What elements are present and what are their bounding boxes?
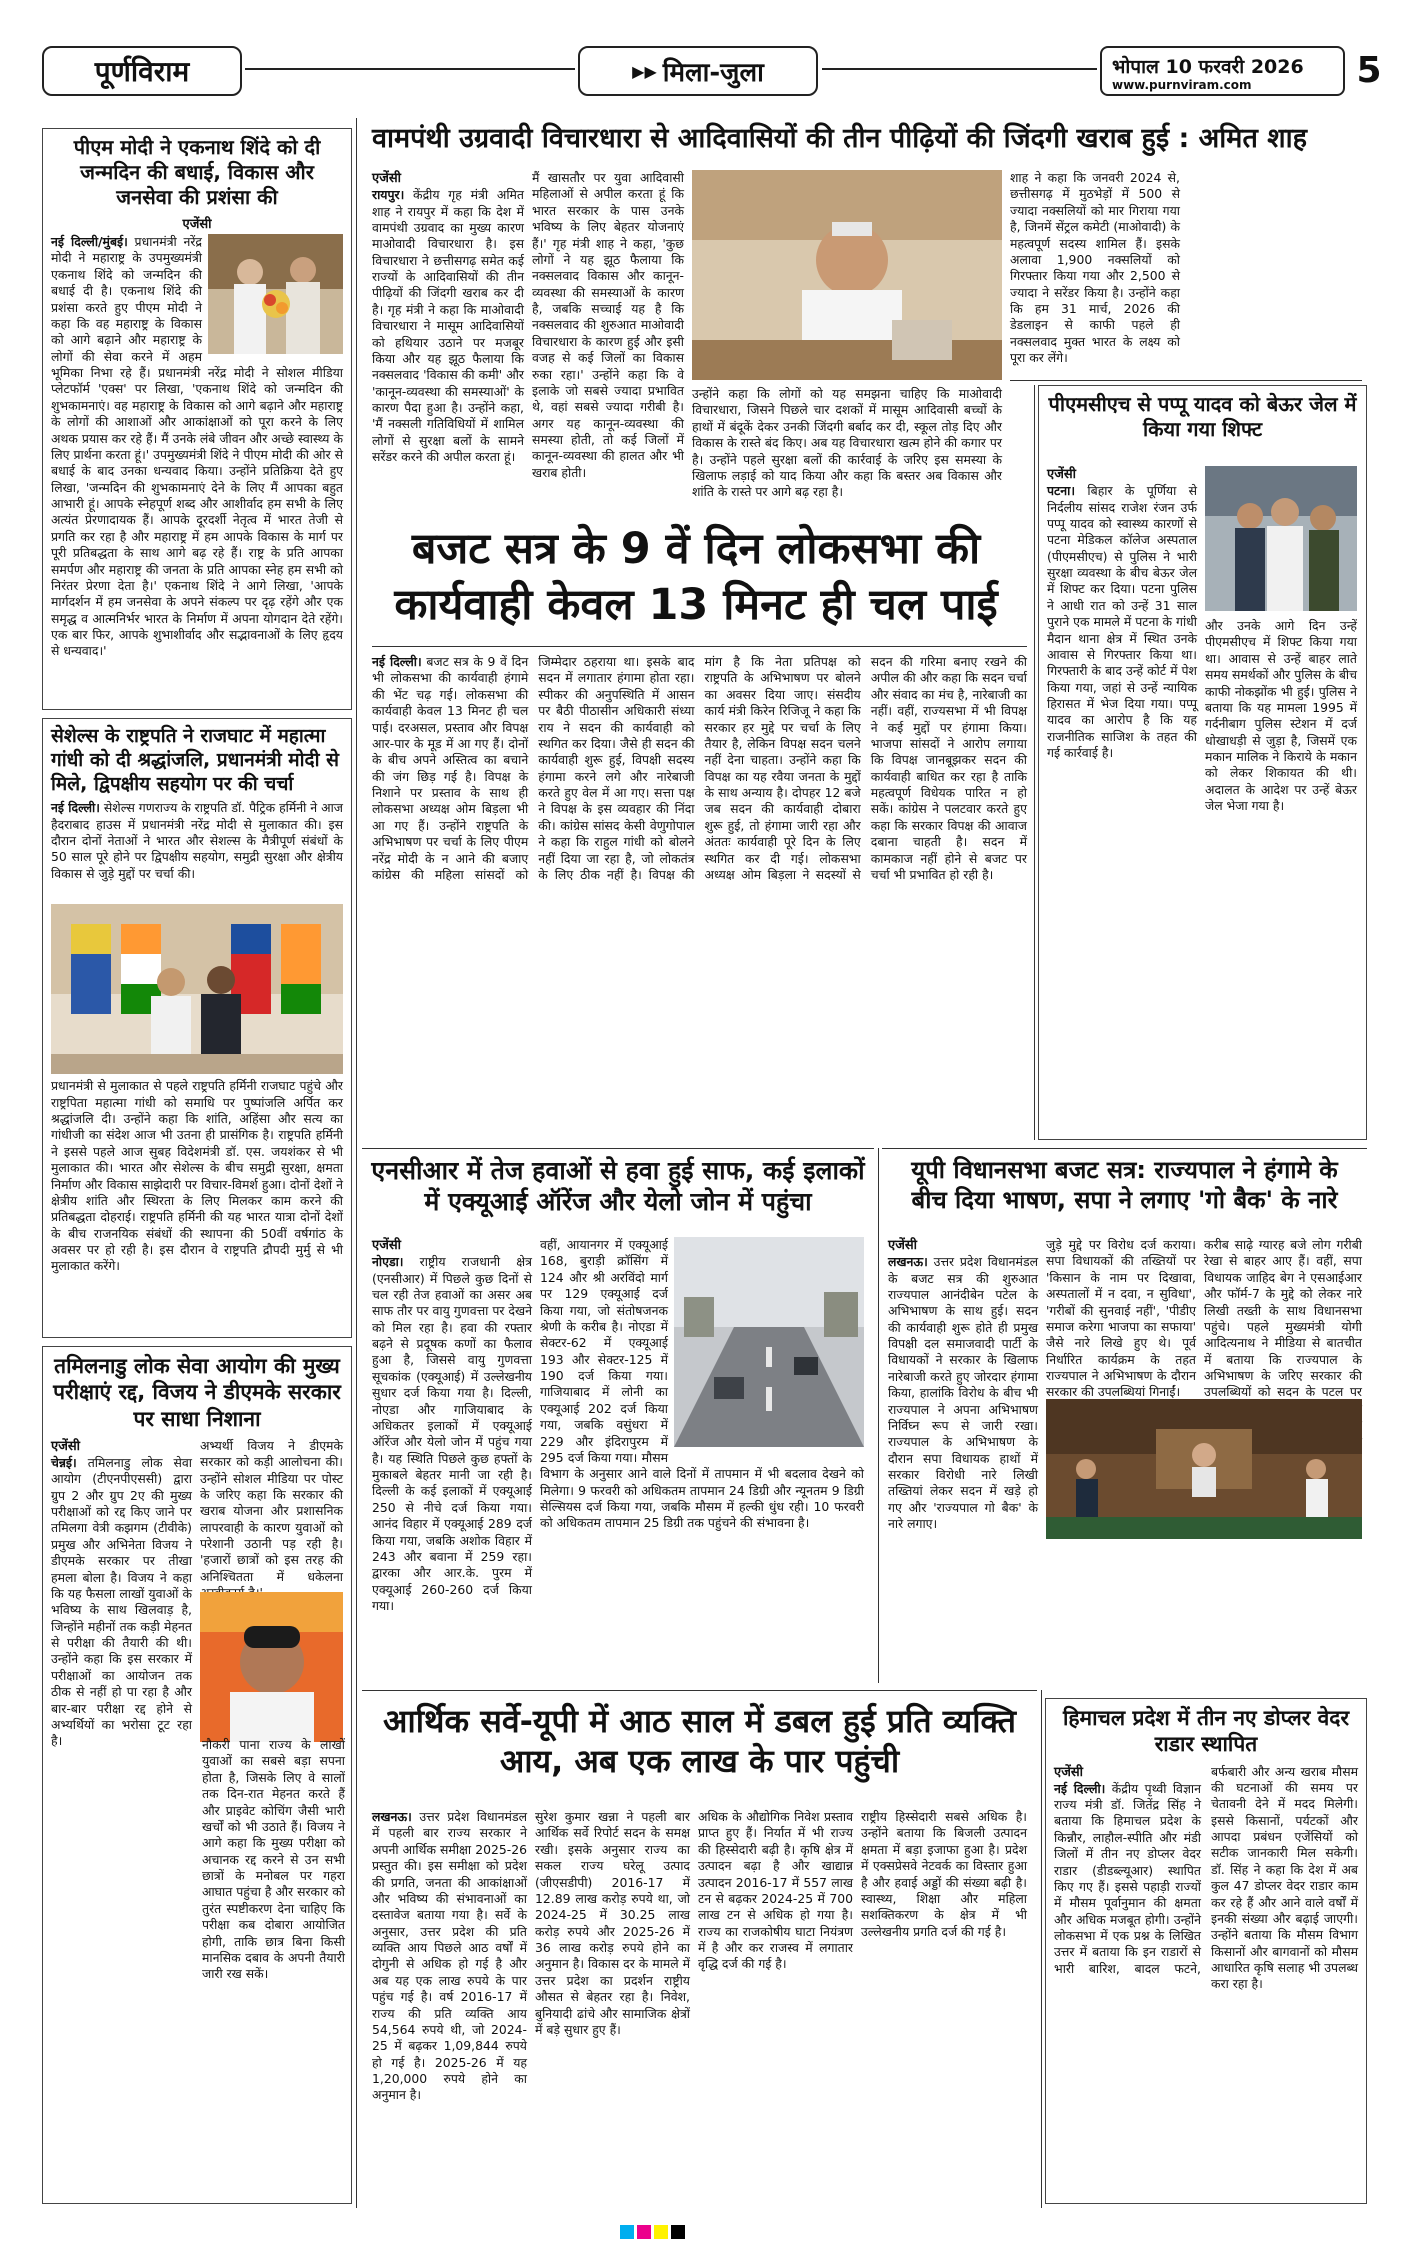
tamilnadu-body-1 xyxy=(51,1438,192,2098)
newspaper-name: पूर्णविराम xyxy=(94,55,190,88)
himachal-body xyxy=(1054,1764,1358,2164)
tamilnadu-body-text-2: अभ्यर्थी विजय ने डीएमके सरकार को कड़ी आलोचना की। उन्होंने सोशल मीडिया पर पोस्ट के जरिए कहा कि सरकार की खराब योजना और प्रशासनिक लापरवाही के कारण युवाओं को परेशानी उठानी पड़ रही है। 'हजारों छात्रों को इस तरह की अनिश्चितता में धकेलना xyxy=(200,1437,343,1584)
amit-shah-col-3 xyxy=(692,386,1002,506)
up-economy-headline: आर्थिक सर्वे-यूपी में आठ साल में डबल हुई प्रति व्यक्ति आय, अब एक लाख के पार पहुंची xyxy=(383,1702,1016,1780)
loksabha-dateline: नई दिल्ली। xyxy=(372,654,422,669)
amit-shah-col-4 xyxy=(1010,170,1180,385)
ncr-air-agency: एजेंसी xyxy=(372,1238,401,1253)
up-assembly-photo xyxy=(1046,1399,1362,1539)
loksabha-body xyxy=(372,654,1027,1136)
up-assembly-body-3: करीब साढ़े ग्यारह बजे लोग गरीबी रेखा से बाहर आए हैं। वहीं, सपा विधायक जाहिद बेग ने एसआईआर और फॉर्म-7 के मुद्दे को लेकर नारे लिखी तख्ती के साथ विधानसभा पहुंचे। पहले मुख्यमंत्री योगी आदित्यनाथ ने मीडिया से बातचीत में बताया कि राज्यपाल के अभिभाषण के जरिए सरकार की उपलब्धियों को सदन के पटल पर xyxy=(1204,1237,1362,1400)
shinde-headline: पीएम मोदी ने एकनाथ शिंदे को दी जन्मदिन की बधाई, विकास और जनसेवा की प्रशंसा की xyxy=(73,135,321,209)
loksabha-headline: बजट सत्र के 9 वें दिन लोकसभा की कार्यवाही केवल 13 मिनट ही चल पाई xyxy=(394,524,998,630)
up-assembly-body-1: उत्तर प्रदेश विधानमंडल के बजट सत्र की शुरुआत राज्यपाल आनंदीबेन पटेल के अभिभाषण के साथ हुई। सदन की कार्यवाही शुरू होते ही प्रमुख विपक्षी दल समाजवादी पार्टी के विधायकों ने सरकार के खिलाफ नारेबाजी करते हुए जोरदार हंगामा किया, हालांकि विरोध के बीच भी राज्यपाल ने अपना अभिभाषण निर्विघ्न रूप से जारी रखा। राज्यपाल के अभिभाषण के दौरान सपा विधायक हाथों में सरकार विरोधी नारे लिखी तख्तियां लेकर सदन में खड़े हो गए और 'राज्यपाल गो बैक' के नारे लगाए। xyxy=(888,1254,1038,1532)
himachal-dateline: नई दिल्ली। xyxy=(1054,1780,1106,1796)
tamilnadu-body-3 xyxy=(202,1737,345,2197)
loksabha-body-text: बजट सत्र के 9 वें दिन भी लोकसभा की कार्यवाही हंगामे की भेंट चढ़ गई। लोकसभा की कार्यवाही केवल 13 मिनट ही चल पाई। दरअसल, प्रस्ताव और विपक्ष आर-पार के मूड में आ गए हैं। दोनों के बीच अपने अस्तित्व का बचाने की जंग छिड़ गई है। विपक्ष के निशाने पर प्रस्ताव के साथ ही लोकसभा अध्यक्ष ओम बिड़ला भी आ गए हैं। उन्होंने राष्ट्रपति के अभिभाषण पर चर्चा के लिए पीएम नरेंद्र मोदी के न आने की बजाए कांग्रेस की महिला सांसदों को जिम्मेदार ठहराया था। इसके बाद सदन में लगातार हंगामा होता रहा। स्पीकर की अनुपस्थिति में आसन पर बैठी पीठासीन अधिकारी संध्या राय ने सदन की कार्यवाही को स्थगित कर दिया। जैसे ही सदन की कार्यवाही शुरू हुई, विपक्षी सदस्य हंगामा करने लगे और नारेबाजी करते हुए वेल में आ गए। सत्ता पक्ष ने विपक्ष के इस व्यवहार की निंदा की। कांग्रेस सांसद केसी वेणुगोपाल ने कहा कि राहुल गांधी को बोलने नहीं दिया जा रहा है, जो लोकतंत्र के लिए ठीक नहीं है। विपक्ष की मांग है कि नेता प्रतिपक्ष को राष्ट्रपति के अभिभाषण पर बोलने का अवसर दिया जाए। संसदीय कार्य मंत्री किरेन रिजिजू ने कहा कि सरकार हर मुद्दे पर चर्चा के लिए तैयार है, लेकिन विपक्ष सदन चलने नहीं देना चाहता। उन्होंने कहा कि विपक्ष का यह रवैया जनता के मुद्दों के साथ अन्याय है। दोपहर 12 बजे जब सदन की कार्यवाही दोबारा शुरू हुई, तो हंगामा जारी रहा और अंततः कार्यवाही पूरे दिन के लिए स्थगित कर दी गई। लोकसभा अध्यक्ष ओम बिड़ला ने सदस्यों से सदन की गरिमा बनाए रखने की अपील की और कहा कि सदन चर्चा और संवाद का मंच है, नारेबाजी का नहीं। वहीं, राज्यसभा में भी विपक्ष ने कई मुद्दों पर हंगामा किया। भाजपा सांसदों ने आरोप लगाया कि विपक्ष जानबूझकर सदन की कार्यवाही बाधित कर रहा है ताकि महत्वपूर्ण विधेयक पारित न हो सकें। कांग्रेस ने पलटवार करते हुए कहा कि सरकार विपक्ष की आवाज दबाना चाहती है। सदन में कामकाज नहीं होने से बजट पर चर्चा भी प्रभावित हो रही है। xyxy=(372,654,1027,882)
tamilnadu-headline: तमिलनाडु लोक सेवा आयोग की मुख्य परीक्षाएं रद्द, विजय ने डीएमके सरकार पर साधा निशाना xyxy=(53,1354,341,1431)
left-masthead-title xyxy=(42,46,242,96)
up-economy-col-4 xyxy=(861,1809,1027,2219)
vijay-photo xyxy=(200,1592,343,1742)
himachal-agency: एजेंसी xyxy=(1054,1764,1083,1780)
pappu-agency: एजेंसी xyxy=(1047,467,1076,482)
up-assembly-body-2: जुड़े मुद्दे पर विरोध दर्ज कराया। सपा विधायकों की तख्तियों पर 'किसान के नाम पर दिखावा, अस्पतालों में न दवा, न सुविधा', 'गरीबों की सुनवाई नहीं', 'पीडीए समाज करेगा भाजपा का सफाया' जैसे नारे लिखे हुए थे। पूर्व निर्धारित कार्यक्रम के तहत राज्यपाल ने अभिभाषण के दौरान सरकार की उपलब्धियां गिनाईं। xyxy=(1046,1237,1196,1400)
shinde-dateline: नई दिल्ली/मुंबई। xyxy=(51,234,128,249)
up-economy-col-3 xyxy=(698,1809,853,2219)
ncr-air-headline: एनसीआर में तेज हवाओं से हवा हुई साफ, कई इलाकों में एक्यूआई ऑरेंज और येलो जोन में पहुंचा xyxy=(371,1156,865,1217)
ncr-road-photo xyxy=(674,1237,864,1447)
ncr-air-col-1 xyxy=(372,1237,532,1677)
ncr-air-body-1: राष्ट्रीय राजधानी क्षेत्र (एनसीआर) में पिछले कुछ दिनों से चल रही तेज हवाओं का असर अब साफ तौर पर वायु गुणवत्ता पर देखने को मिल रहा है। हवा की रफ्तार बढ़ने से प्रदूषक कणों का फैलाव हुआ है, जिससे वायु गुणवत्ता सूचकांक (एक्यूआई) में उल्लेखनीय सुधार दर्ज किया गया है। दिल्ली, नोएडा और गाजियाबाद के अधिकतर इलाकों में एक्यूआई ऑरेंज और येलो जोन में पहुंच गया है। यह स्थिति पिछले कुछ हफ्तों के मुकाबले बेहतर मानी जा रही है। दिल्ली के कई इलाकों में एक्यूआई 250 से नीचे दर्ज किया गया। आनंद विहार में एक्यूआई 289 दर्ज किया गया, जबकि अशोक विहार में 243 और बवाना में 259 रहा। द्वारका और आर.के. पुरम में एक्यूआई 260-260 दर्ज किया गया। xyxy=(372,1254,532,1614)
shinde-agency: एजेंसी xyxy=(182,217,212,232)
up-assembly-dateline: लखनऊ। xyxy=(888,1254,928,1270)
amit-shah-body-3: उन्होंने कहा कि लोगों को यह समझना चाहिए कि माओवादी विचारधारा, जिसने पिछले चार दशकों में मासूम आदिवासी बच्चों के हाथों में बंदूकें देकर उनकी जिंदगी बर्बाद कर दी, स्कूल तोड़ दिए और विकास के रास्ते बंद किए। अब यह विचारधारा खत्म होने की कगार पर है। उन्होंने पहले सुरक्षा बलों की कार्रवाई के जरिए इस समस्या के खिलाफ लड़ाई को याद किया और कहा कि बस्तर अब विकास और शांति के रास्ते पर आगे बढ़ रहा है। xyxy=(692,386,1002,500)
modi-shinde-photo xyxy=(208,234,343,354)
himachal-headline: हिमाचल प्रदेश में तीन नए डोप्लर वेदर राडार स्थापित xyxy=(1062,1706,1350,1757)
website-url[interactable]: www.purnviram.com xyxy=(1112,78,1252,92)
pappu-article xyxy=(1038,385,1367,1140)
shinde-body xyxy=(51,234,343,684)
tamilnadu-body-text-1: तमिलनाडु लोक सेवा आयोग (टीएनपीएससी) द्वारा ग्रुप 2 और ग्रुप 2ए की मुख्य परीक्षाओं को रद्द किए जाने पर तमिलगा वेत्री कझगम (टीवीके) प्रमुख और अभिनेता विजय ने डीएमके सरकार पर तीखा हमला बोला है। विजय ने कहा कि यह फैसला लाखों युवाओं के भविष्य के साथ खिलवाड़ है, जिन्होंने महीनों तक कड़ी मेहनत से परीक्षा की तैयारी की थी। उन्होंने कहा कि इस सरकार में परीक्षाओं का आयोजन तक ठीक से नहीं हो पा रहा है और बार-बार परीक्षा रद्द होने से अभ्यर्थियों का भरोसा टूट रहा है। xyxy=(51,1454,192,1749)
seychelles-headline: सेशेल्स के राष्ट्रपति ने राजघाट में महात्मा गांधी को दी श्रद्धांजलि, प्रधानमंत्री मोदी से मिले, द्विपक्षीय सहयोग पर की चर्चा xyxy=(51,725,339,795)
up-assembly-headline: यूपी विधानसभा बजट सत्र: राज्यपाल ने हंगामे के बीच दिया भाषण, सपा ने लगाए 'गो बैक' के नारे xyxy=(911,1156,1338,1214)
pappu-body-2: और उनके आगे दिन उन्हें पीएमसीएच में शिफ्ट किया गया था। आवास से उन्हें बाहर लाते समय समर्थकों और पुलिस के बीच काफी नोकझोंक भी हुई। पुलिस ने बताया कि यह मामला 1995 में गर्दनीबाग पुलिस स्टेशन में दर्ज धोखाधड़ी से जुड़ा है, जिसमें एक मकान मालिक ने किराये के मकान को लेकर शिकायत की थी। अदालत के आदेश पर उन्हें बेऊर जेल भेजा गया है। xyxy=(1205,618,1357,814)
up-economy-col-1 xyxy=(372,1809,527,2219)
page-number: 5 xyxy=(1356,50,1382,91)
loksabha-article xyxy=(362,518,1030,1140)
seychelles-president-photo xyxy=(51,904,343,1074)
pappu-col-2 xyxy=(1205,618,1357,1131)
up-economy-col-2 xyxy=(535,1809,690,2219)
amit-shah-body-4: शाह ने कहा कि जनवरी 2024 से, छत्तीसगढ़ में मुठभेड़ों में 500 से ज्यादा नक्सलियों को मार गिराया गया है, जिनमें सेंट्रल कमेटी (माओवादी) के महत्वपूर्ण सदस्य शामिल हैं। इसके अलावा 1,900 नक्सलियों को गिरफ्तार किया गया और 2,500 से ज्यादा ने सरेंडर किया है। उन्होंने कहा कि हम 31 मार्च, 2026 की डेडलाइन से काफी पहले ही नक्सलवाद मुक्त भारत के लक्ष्य को पूरा कर लेंगे। xyxy=(1010,170,1180,366)
himachal-article xyxy=(1045,1698,1367,2204)
ncr-air-body-2: वहीं, आयानगर में एक्यूआई 168, बुराड़ी क्रॉसिंग में 124 और श्री अरविंदो मार्ग पर 129 एक्यूआई दर्ज किया गया, जो संतोषजनक श्रेणी के करीब है। नोएडा में सेक्टर-62 में एक्यूआई 193 और सेक्टर-125 में 190 दर्ज किया गया। गाजियाबाद में लोनी का एक्यूआई 202 दर्ज किया गया, जबकि वसुंधरा में 229 और इंदिरापुरम में 295 दर्ज किया गया। मौसम विभाग के अनुसार आने वाले दिनों में तापमान में भी बदलाव देखने को मिलेगा। 9 फरवरी को अधिकतम तापमान 24 डिग्री और न्यूनतम 9 डिग्री सेल्सियस दर्ज किया गया, जबकि मौसम में हल्की धुंध रही। 10 फरवरी को अधिकतम तापमान 25 डिग्री तक पहुंचने की संभावना है। xyxy=(540,1237,864,1531)
amit-shah-body-2: मैं खासतौर पर युवा आदिवासी महिलाओं से अपील करता हूं कि भारत सरकार के पास उनके भविष्य के लिए बेहतर योजनाएं हैं।' गृह मंत्री शाह ने कहा, 'कुछ लोगों ने यह झूठ फैलाया कि नक्सलवाद विकास और कानून-व्यवस्था की समस्याओं के कारण है, जबकि सच्चाई यह है कि नक्सलवाद की शुरुआत माओवादी विचारधारा के कारण हुई और इसी वजह से कई जिलों का विकास रुका रहा।' उन्होंने कहा कि वे इलाके जो सबसे ज्यादा प्रभावित थे, वहां सबसे ज्यादा गरीबी है। अगर यह कानून-व्यवस्था की समस्या होती, तो कई जिलों में कानून-व्यवस्था की हालत और भी खराब होती। xyxy=(532,170,684,480)
pappu-dateline: पटना। xyxy=(1047,483,1076,499)
amit-shah-agency: एजेंसी xyxy=(372,171,401,186)
tamilnadu-article xyxy=(42,1346,352,2204)
seychelles-dateline: नई दिल्ली। xyxy=(51,800,100,816)
up-economy-body-1: उत्तर प्रदेश विधानमंडल में पहली बार राज्य सरकार ने अपनी आर्थिक समीक्षा 2025-26 प्रस्तुत की। इस समीक्षा को प्रदेश की प्रगति, जनता की आकांक्षाओं और भविष्य की संभावनाओं का दस्तावेज बताया गया है। सर्वे के अनुसार, उत्तर प्रदेश की प्रति व्यक्ति आय पिछले आठ वर्षों में दोगुनी से अधिक हो गई है और अब यह एक लाख रुपये के पार पहुंच गई है। वर्ष 2016-17 में राज्य की प्रति व्यक्ति आय 54,564 रुपये थी, जो 2024-25 में बढ़कर 1,09,844 रुपये हो गई है। 2025-26 में यह 1,20,000 रुपये होने का अनुमान है। xyxy=(372,1809,527,2103)
shinde-body-text: प्रधानमंत्री नरेंद्र मोदी ने महाराष्ट्र के उपमुख्यमंत्री एकनाथ शिंदे को जन्मदिन की बधाई दी है। एकनाथ शिंदे की प्रशंसा करते हुए पीएम मोदी ने कहा कि वह महाराष्ट्र के विकास को आगे बढ़ाने और महाराष्ट्र के लोगों की सेवा करने में अहम भूमिका निभा रहे हैं। प्रधानमंत्री नरेंद्र मोदी ने सोशल मीडिया प्लेटफॉर्म 'एक्स' पर लिखा, 'एकनाथ शिंदे को जन्मदिन की शुभकामनाएं। वह महाराष्ट्र के विकास को आगे बढ़ाने और महाराष्ट्र के लोगों की आशाओं और आकांक्षाओं को पूरा करने के लिए अथक प्रयास कर रहे हैं। मैं उनके लंबे जीवन और अच्छे स्वास्थ्य के लिए प्रार्थना करता हूं।' उपमुख्यमंत्री शिंदे ने पीएम मोदी की ओर से बधाई के बाद उनका धन्यवाद किया। उन्होंने प्रतिक्रिया देते हुए लिखा, 'जन्मदिन की शुभकामनाएं देने के लिए मैं आपका बहुत आभारी हूं। आपके स्नेहपूर्ण शब्द और आशीर्वाद हम सभी के लिए अत्यंत प्रेरणादायक हैं। आपके दूरदर्शी नेतृत्व में भारत तेजी से प्रगति कर रहा है और महाराष्ट्र में हम आपके विकास के मार्ग पर पूरी प्रतिबद्धता के साथ आगे बढ़ रहे हैं। राष्ट्र के प्रति आपका समर्पण और महाराष्ट्र की जनता के प्रति आपका स्नेह हम सभी को निरंतर प्रेरणा देता है।' एकनाथ शिंदे ने आगे लिखा, 'आपके मार्गदर्शन में हम जनसेवा के अपने संकल्प पर दृढ़ रहेंगे और एक समृद्ध व आत्मनिर्भर भारत के निर्माण में अपना योगदान देते रहेंगे। एक बार फिर, आपके शुभाशीर्वाद और सद्भावनाओं के लिए हृदय से धन्यवाद।' xyxy=(51,234,343,659)
tamilnadu-body-text-3: नौकरी पाना राज्य के लाखों युवाओं का सबसे बड़ा सपना होता है, जिसके लिए वे सालों तक दिन-रात मेहनत करते हैं और प्राइवेट कोचिंग जैसी भारी खर्चों को भी उठाते हैं। विजय ने आगे कहा कि मुख्य परीक्षा को अचानक रद्द करने से उन सभी छात्रों के मनोबल पर गहरा आघात पहुंचा है और सरकार को तुरंत स्पष्टीकरण देना चाहिए कि परीक्षा कब दोबारा आयोजित होगी, ताकि छात्र बिना किसी मानसिक दबाव के अपनी तैयारी जारी रख सकें। xyxy=(202,1737,345,1982)
shinde-article xyxy=(42,128,352,710)
up-assembly-col-3 xyxy=(1204,1237,1362,1400)
amit-shah-dateline: रायपुर। xyxy=(372,187,405,203)
seychelles-article xyxy=(42,718,352,1338)
up-assembly-col-1 xyxy=(888,1237,1038,1677)
amit-shah-body-1: केंद्रीय गृह मंत्री अमित शाह ने रायपुर में कहा कि देश में वामपंथी उग्रवाद का मुख्य कारण माओवादी विचारधारा है। इस विचारधारा ने छत्तीसगढ़ समेत कई राज्यों के आदिवासियों की तीन पीढ़ियों की जिंदगी खराब कर दी है। गृह मंत्री ने कहा कि माओवादी विचारधारा ने मासूम आदिवासियों को हथियार उठाने पर मजबूर किया और यह झूठ फैलाया कि नक्सलवाद 'विकास की कमी' और 'कानून-व्यवस्था की समस्याओं' के कारण पैदा हुआ है। उन्होंने कहा, 'मैं नक्सली गतिविधियों में शामिल लोगों से सुरक्षा बलों के सामने सरेंडर करने की अपील करता हूं। xyxy=(372,187,524,465)
ncr-air-article xyxy=(362,1148,874,1683)
tamilnadu-dateline: चेन्नई। xyxy=(51,1454,77,1470)
tamilnadu-body-2 xyxy=(200,1438,343,1588)
up-economy-body-4: राष्ट्रीय हिस्सेदारी सबसे अधिक है। उन्होंने बताया कि बिजली उत्पादन क्षमता में बड़ा इजाफा हुआ है। प्रदेश में एक्सप्रेसवे नेटवर्क का विस्तार हुआ है और हवाई अड्डों की संख्या बढ़ी है। स्वास्थ्य, शिक्षा और महिला सशक्तिकरण के क्षेत्र में भी उल्लेखनीय प्रगति दर्ज की गई है। xyxy=(861,1809,1027,1939)
up-economy-body-2: सुरेश कुमार खन्ना ने पहली बार आर्थिक सर्वे रिपोर्ट सदन के समक्ष रखी। इसके अनुसार राज्य का सकल राज्य घरेलू उत्पाद (जीएसडीपी) 2016-17 में 12.89 लाख करोड़ रुपये था, जो 2024-25 में 30.25 लाख करोड़ रुपये और 2025-26 में 36 लाख करोड़ रुपये होने का अनुमान है। विकास दर के मामले में उत्तर प्रदेश का प्रदर्शन राष्ट्रीय औसत से बेहतर रहा है। निवेश, बुनियादी ढांचे और सामाजिक क्षेत्रों में बड़े सुधार हुए हैं। xyxy=(535,1809,690,2037)
amit-shah-photo xyxy=(692,170,1002,380)
up-economy-dateline: लखनऊ। xyxy=(372,1809,412,1824)
himachal-body-text: केंद्रीय पृथ्वी विज्ञान राज्य मंत्री डॉ. जितेंद्र सिंह ने बताया कि हिमाचल प्रदेश के किन्नौर, लाहौल-स्पीति और मंडी जिलों में तीन नए डोप्लर वेदर राडार (डीडब्ल्यूआर) स्थापित किए गए हैं। इससे पहाड़ी राज्यों में मौसम पूर्वानुमान की क्षमता और अधिक मजबूत होगी। उन्होंने लोकसभा में एक प्रश्न के लिखित उत्तर में बताया कि इन राडारों से भारी बारिश, बादल फटने, बर्फबारी और अन्य खराब मौसम की घटनाओं की समय पर चेतावनी देने में मदद मिलेगी। इससे किसानों, पर्यटकों और आपदा प्रबंधन एजेंसियों को सटीक जानकारी मिल सकेगी। डॉ. सिंह ने कहा कि देश में अब कुल 47 डोप्लर वेदर राडार काम कर रहे हैं और आने वाले वर्षों में इनकी संख्या और बढ़ाई जाएगी। उन्होंने बताया कि मौसम विभाग किसानों और बागवानों को मौसम आधारित कृषि सलाह भी उपलब्ध करा रहा है। xyxy=(1054,1763,1358,1992)
dateline-box xyxy=(1100,46,1345,96)
up-economy-article xyxy=(362,1690,1037,2230)
up-assembly-article xyxy=(882,1148,1367,1683)
pappu-yadav-photo xyxy=(1205,466,1357,611)
seychelles-body-1 xyxy=(51,800,343,900)
up-economy-body-3: अधिक के औद्योगिक निवेश प्रस्ताव प्राप्त हुए हैं। निर्यात में भी राज्य की हिस्सेदारी बढ़ी है। कृषि क्षेत्र में उत्पादन बढ़ा है और खाद्यान्न उत्पादन 2016-17 में 557 लाख टन से बढ़कर 2024-25 में 700 लाख टन से अधिक हो गया है। राज्य का राजकोषीय घाटा नियंत्रण में है और कर राजस्व में लगातार वृद्धि दर्ज की गई है। xyxy=(698,1809,853,1972)
tamilnadu-agency: एजेंसी xyxy=(51,1438,80,1454)
pappu-body-1: बिहार के पूर्णिया से निर्दलीय सांसद राजेश रंजन उर्फ पप्पू यादव को स्वास्थ्य कारणों से पटना मेडिकल कॉलेज अस्पताल (पीएमसीएच) से पुलिस ने भारी सुरक्षा व्यवस्था के बीच बेऊर जेल में शिफ्ट कर दिया। पटना पुलिस ने आधी रात को उन्हें 31 साल पुराने एक मामले में पटना के गांधी मैदान थाना क्षेत्र में स्थित उनके आवास से गिरफ्तार किया था। गिरफ्तारी के बाद उन्हें कोर्ट में पेश किया गया, जहां से उन्हें न्यायिक हिरासत में भेज दिया गया। पप्पू यादव का आरोप है कि यह राजनीतिक साजिश के तहत की गई कार्रवाई है। xyxy=(1047,483,1197,761)
seychelles-body-text-1: सेशेल्स गणराज्य के राष्ट्रपति डॉ. पैट्रिक हर्मिनी ने आज हैदराबाद हाउस में प्रधानमंत्री नरेंद्र मोदी से मुलाकात की। इस दौरान दोनों नेताओं ने भारत और सेशल्स के मैत्रीपूर्ण संबंधों के 50 साल पूरे होने पर द्विपक्षीय सहयोग, समुद्री सुरक्षा और क्षेत्रीय विकास से जुड़े मुद्दों पर चर्चा की। xyxy=(51,800,343,881)
issue-date: भोपाल 10 फरवरी 2026 xyxy=(1112,56,1304,78)
ncr-air-col-2 xyxy=(540,1237,864,1677)
amit-shah-col-1 xyxy=(372,170,524,505)
amit-shah-col-2 xyxy=(532,170,684,505)
registration-marks xyxy=(620,2225,800,2239)
ncr-air-dateline: नोएडा। xyxy=(372,1254,404,1270)
up-assembly-agency: एजेंसी xyxy=(888,1238,917,1253)
play-icon: ▶▶ xyxy=(632,61,657,81)
amit-shah-headline: वामपंथी उग्रवादी विचारधारा से आदिवासियों की तीन पीढ़ियों की जिंदगी खराब हुई : अमित शाह xyxy=(372,123,1307,154)
section-banner xyxy=(578,46,818,96)
seychelles-body-text-2: प्रधानमंत्री से मुलाकात से पहले राष्ट्रपति हर्मिनी राजघाट पहुंचे और राष्ट्रपिता महात्मा गांधी को समाधि पर पुष्पांजलि अर्पित कर श्रद्धांजलि दी। उन्होंने कहा कि शांति, अहिंसा और सत्य का गांधीजी का संदेश आज भी उतना ही प्रासंगिक है। राष्ट्रपति हर्मिनी ने इससे पहले आज सुबह विदेशमंत्री डॉ. एस. जयशंकर से भी मुलाकात की। भारत और सेशेल्स के बीच समुद्री सुरक्षा, क्षमता निर्माण और विकास साझेदारी पर विचार-विमर्श हुआ। दोनों देशों ने क्षेत्रीय शांति और स्थिरता के लिए मिलकर काम करने की प्रतिबद्धता दोहराई। राष्ट्रपति हर्मिनी की यह भारत यात्रा दोनों देशों के बीच राजनयिक संबंधों की स्थापना की 50वीं वर्षगांठ के अवसर पर हो रही है। इस दौरान वे राष्ट्रपति द्रौपदी मुर्मु से भी मुलाकात करेंगे। xyxy=(51,1078,343,1274)
pappu-col-1 xyxy=(1047,466,1197,1131)
pappu-headline: पीएमसीएच से पप्पू यादव को बेऊर जेल में किया गया शिफ्ट xyxy=(1048,392,1357,441)
seychelles-body-2 xyxy=(51,1078,343,1378)
section-title: मिला-जुला xyxy=(662,58,764,88)
